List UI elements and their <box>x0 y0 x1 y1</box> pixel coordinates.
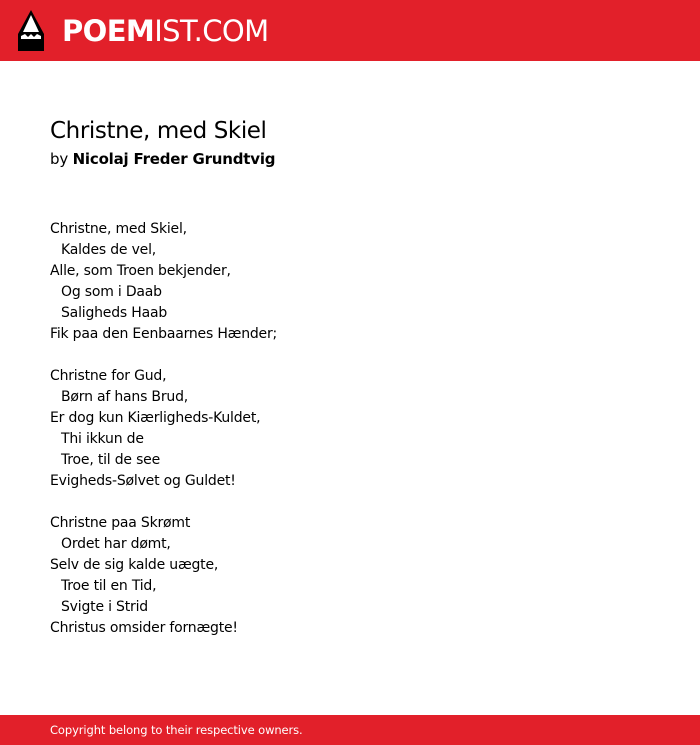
poem-line: Selv de sig kalde uægte, <box>50 557 219 573</box>
poem-line: Ordet har dømt, <box>61 536 171 552</box>
poem-line: Alle, som Troen bekjender, <box>50 263 231 279</box>
poem-line: Troe til en Tid, <box>61 578 157 594</box>
poem-line: Børn af hans Brud, <box>61 389 189 405</box>
poem-line: Svigte i Strid <box>61 599 148 615</box>
poem-line: Kaldes de vel, <box>61 242 157 258</box>
poem-line: Troe, til de see <box>61 452 161 468</box>
poem-line: Christne for Gud, <box>50 368 167 384</box>
poem-stanza <box>50 366 650 492</box>
poem-stanza <box>50 513 650 639</box>
poem-line: Saligheds Haab <box>61 305 168 321</box>
site-logo[interactable] <box>62 13 269 49</box>
poem-author: Nicolaj Freder Grundtvig <box>72 150 276 168</box>
poem-line: Fik paa den Eenbaarnes Hænder; <box>50 326 278 342</box>
poem-title: Christne, med Skiel <box>50 118 267 144</box>
poem-line: Christne, med Skiel, <box>50 221 187 237</box>
poem-stanza <box>50 219 650 345</box>
poem-line: Evigheds-Sølvet og Guldet! <box>50 473 236 489</box>
poem-body <box>50 219 650 660</box>
logo-brand-bold: POEM <box>62 14 155 48</box>
poem-byline <box>50 147 275 171</box>
poem-line: Christus omsider fornægte! <box>50 620 238 636</box>
poem-line: Thi ikkun de <box>61 431 144 447</box>
poem-line: Og som i Daab <box>61 284 162 300</box>
by-label: by <box>50 150 68 168</box>
site-footer <box>0 715 700 745</box>
poem-line: Er dog kun Kiærligheds-Kuldet, <box>50 410 261 426</box>
copyright-text: Copyright belong to their respective owners. <box>50 723 303 737</box>
pencil-icon[interactable] <box>18 10 44 51</box>
logo-brand-light: IST.COM <box>154 14 269 48</box>
poem-line: Christne paa Skrømt <box>50 515 191 531</box>
site-header <box>0 0 700 61</box>
